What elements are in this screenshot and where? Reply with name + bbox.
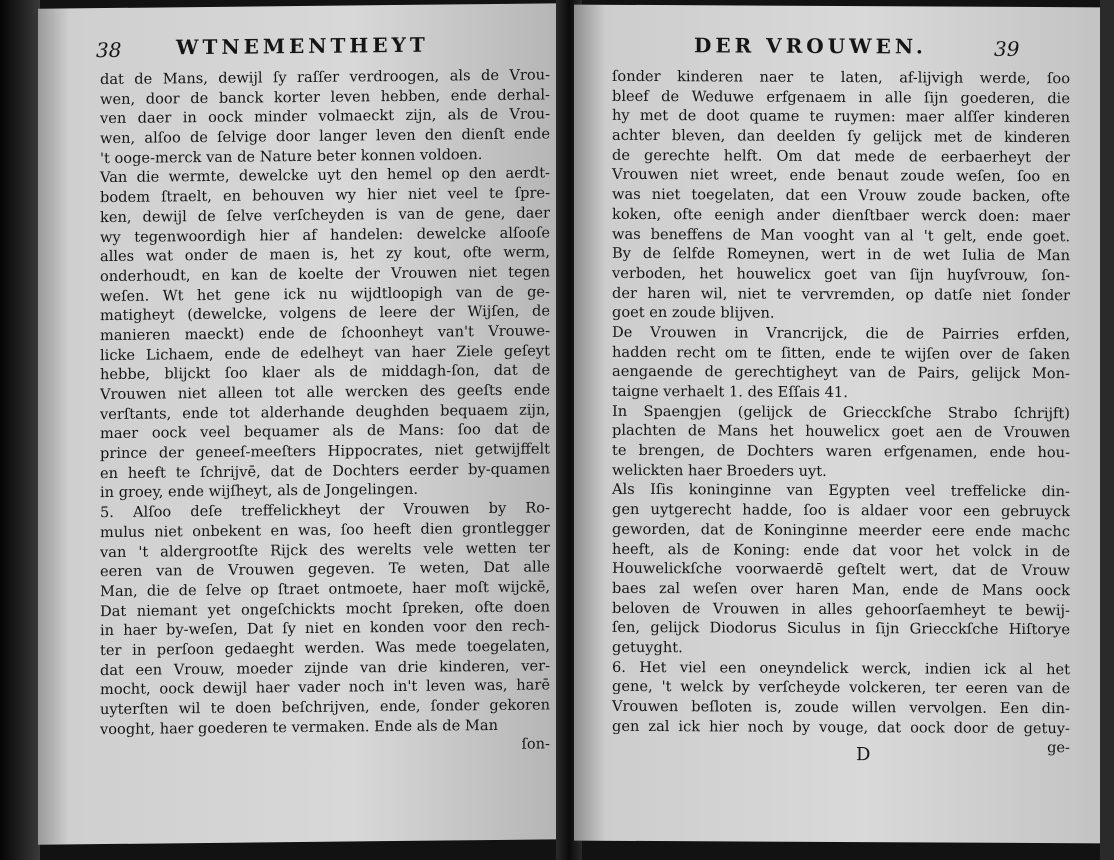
text-line: hy met de doot quame te ruymen: maer alſſer kinderen <box>612 107 1070 127</box>
text-line: Man, die de ſelve op ſtraet ontmoete, haer moſt wijckē, <box>100 578 550 600</box>
text-line: Vrouwen niet alleen tot alle wercken des geeſts ende <box>100 381 550 404</box>
text-line: alles wat onder de maen is, het zy kout, ofte werm, <box>100 243 550 266</box>
text-line: ſon- <box>521 735 550 754</box>
text-line: geworden, dat de Koninginne meerder eere ende machc <box>612 520 1070 541</box>
text-line: Houwelickſche voorwaerdē geſtelt wert, dat de Vrouw <box>612 560 1070 580</box>
text-line: goet en zoude blijven. <box>612 304 775 322</box>
text-line: hadden recht om te ſitten, ende te wijſen over de ſaken <box>612 343 1070 363</box>
text-line: gen zal ick hier noch by vouge, dat oock door de getuy- <box>612 717 1070 737</box>
text-line: uyterſten wil te doen beſchrijven, ende, ſonder gekoren <box>100 696 550 719</box>
text-line: getuyght. <box>612 638 683 657</box>
text-line: welickten haer Broeders uyt. <box>612 461 827 480</box>
book-edge-right <box>1100 0 1114 860</box>
text-line: de gerechte helft. Om dat mede de eerbaerheyt der <box>612 146 1070 166</box>
text-line: verboden, het houwelicx goet van ſijn huyſvrouw, ſon- <box>612 264 1070 285</box>
text-line: Als Iſis koninginne van Egypten veel treffelicke din- <box>612 481 1070 501</box>
text-line: en heeft te ſchrijvē, dat de Dochters eerder by-quamen <box>100 460 550 482</box>
text-line: koken, ofte eenigh ander dienſtbaer werck doen: maer <box>612 205 1070 226</box>
running-head-right: DER VROUWEN. <box>694 33 927 59</box>
text-line: De Vrouwen in Vrancrijck, die de Pairries erfden, <box>612 323 1070 344</box>
text-line: gene, 't welck by verſcheyde volckeren, ter eeren van de <box>612 678 1070 698</box>
text-line: eeren van de Vrouwen gegeven. Te weten, Dat alle <box>100 558 550 581</box>
text-line: mocht, oock dewijl haer vader noch in't leven was, harē <box>100 676 550 699</box>
text-line: Van die wermte, dewelcke uyt den hemel op den aerdt- <box>100 164 550 187</box>
text-line: ven daer in oock minder volmaeckt zijn, als de Vrou- <box>100 105 550 128</box>
text-line: der haren wil, niet te vervremden, op datſe niet ſonder <box>612 284 1070 304</box>
signature-mark: D <box>856 744 871 766</box>
text-line: vooght, haer goederen te vermaken. Ende als de Man <box>100 716 498 738</box>
text-line: Dat niemant yet ongeſchickts mocht ſpreken, ofte doen <box>100 597 550 620</box>
page-number-right: 39 <box>994 36 1020 61</box>
text-line: By de ſelfde Romeynen, wert in de wet Iulia de Man <box>612 245 1070 265</box>
text-line: van 't aldergrootſte Rijck des werelts vele wetten ter <box>100 538 550 561</box>
text-line: was niet toegelaten, dat een Vrouw zoude backen, ofte <box>612 185 1070 206</box>
text-line: weſen. Wt het gene ick nu wijdtloopigh van de ge- <box>100 282 550 305</box>
left-page <box>38 3 564 845</box>
text-line: wy tegenwoordigh hier af handelen: dewelcke alſooſe <box>100 223 550 246</box>
text-line: manieren maeckt) ende de ſchoonheyt van't Vrouwe- <box>100 322 550 345</box>
text-line: bleef de Weduwe erfgenaem in alle ſijn goederen, die <box>612 87 1070 107</box>
text-line: wen, door de banck korter leven hebben, ende derhal- <box>100 86 550 108</box>
right-page <box>574 5 1102 844</box>
text-line: was beneffens de Man vooght van al 't gelt, ende goet. <box>612 225 1070 245</box>
text-line: licke Lichaem, ende de edelheyt van haer Ziele geſeyt <box>100 342 550 364</box>
text-line: verſtants, ende tot alderhande deughden bequaem zijn, <box>100 401 550 423</box>
text-line: ge- <box>1047 739 1070 757</box>
text-line: dat de Mans, dewijl ſy raſſer verdroogen, als de Vrou- <box>100 66 550 89</box>
page-number-left: 38 <box>96 37 122 63</box>
text-line: beloven de Vrouwen in alles gehoorſaemheyt te bewij- <box>612 599 1070 619</box>
text-line: bodem ſtraelt, en behouven wy hier niet veel te ſpre- <box>100 184 550 207</box>
text-line: 6. Het viel een oneyndelick werck, indien ick al het <box>612 658 1070 678</box>
book-edge-left <box>0 0 40 860</box>
text-line: wen, alſoo de ſelvige door langer leven den dienſt ende <box>100 125 550 148</box>
text-line: achter bleven, dan deelden ſy gelijck met de kinderen <box>612 126 1070 147</box>
text-line: heeft, als de Koning: ende dat voor het volck in de <box>612 540 1070 560</box>
text-line: onderhoudt, en kan de koelte der Vrouwen niet tegen <box>100 263 550 285</box>
text-line: ter in perſoon gedaeght werden. Was mede toegelaten, <box>100 637 550 660</box>
text-line: ken, dewijl de ſelve verſcheyden is van de gene, daer <box>100 204 550 226</box>
text-line: aengaende de gerechtigheyt van de Pairs, gelijck Mon- <box>612 363 1070 383</box>
text-line: taigne verhaelt 1. des Eſſais 41. <box>612 382 848 402</box>
text-line: Vrouwen beſloten is, zoude willen vervolgen. Een din- <box>612 697 1070 718</box>
text-line: Vrouwen niet wreet, ende benaut zoude weſen, ſoo en <box>612 166 1070 186</box>
text-line: in haer by-weſen, Dat ſy niet en konden voor den rech- <box>100 617 550 640</box>
text-line: 5. Alſoo deſe treffelickheyt der Vrouwen by Ro- <box>100 499 550 522</box>
text-line: matigheyt (dewelcke, volgens de leere der Wijſen, de <box>100 302 550 325</box>
text-line: in groey, ende wijſheyt, als de Jongelingen. <box>100 481 419 502</box>
left-page-text <box>100 65 550 759</box>
right-page-text <box>612 67 1070 758</box>
text-line: 't ooge-merck van de Nature beter konnen voldoen. <box>100 145 483 167</box>
text-line: ſen, gelijck Diodorus Siculus in ſijn Griecckſche Hiſtorye <box>612 619 1070 639</box>
text-line: maer oock veel bequamer als de Mans: ſoo dat de <box>100 420 550 443</box>
text-line: prince der geneeſ-meeſters Hippocrates, niet getwijffelt <box>100 440 550 463</box>
text-line: hebbe, blijckt ſoo klaer als de middagh-ſon, dat de <box>100 361 550 384</box>
text-line: te brengen, de Dochters waren erfgenamen, ende hou- <box>612 441 1070 462</box>
text-line: plachten de Mans het houwelicx goet aen de Vrouwen <box>612 422 1070 442</box>
text-line: ſonder kinderen naer te laten, af-lijvigh werde, ſoo <box>612 67 1070 88</box>
running-head-left: WTNEMENTHEYT <box>176 32 429 60</box>
text-line: baes zal weſen over haren Man, ende de Mans oock <box>612 579 1070 600</box>
text-line: mulus niet onbekent en was, ſoo heeft dien grontlegger <box>100 519 550 541</box>
text-line: dat een Vrouw, moeder zijnde van drie kinderen, ver- <box>100 657 550 679</box>
text-line: In Spaengjen (gelijck de Griecckſche Strabo ſchrijft) <box>612 402 1070 422</box>
text-line: gen uytgerecht hadde, ſoo is aldaer voor een gebruyck <box>612 500 1070 521</box>
